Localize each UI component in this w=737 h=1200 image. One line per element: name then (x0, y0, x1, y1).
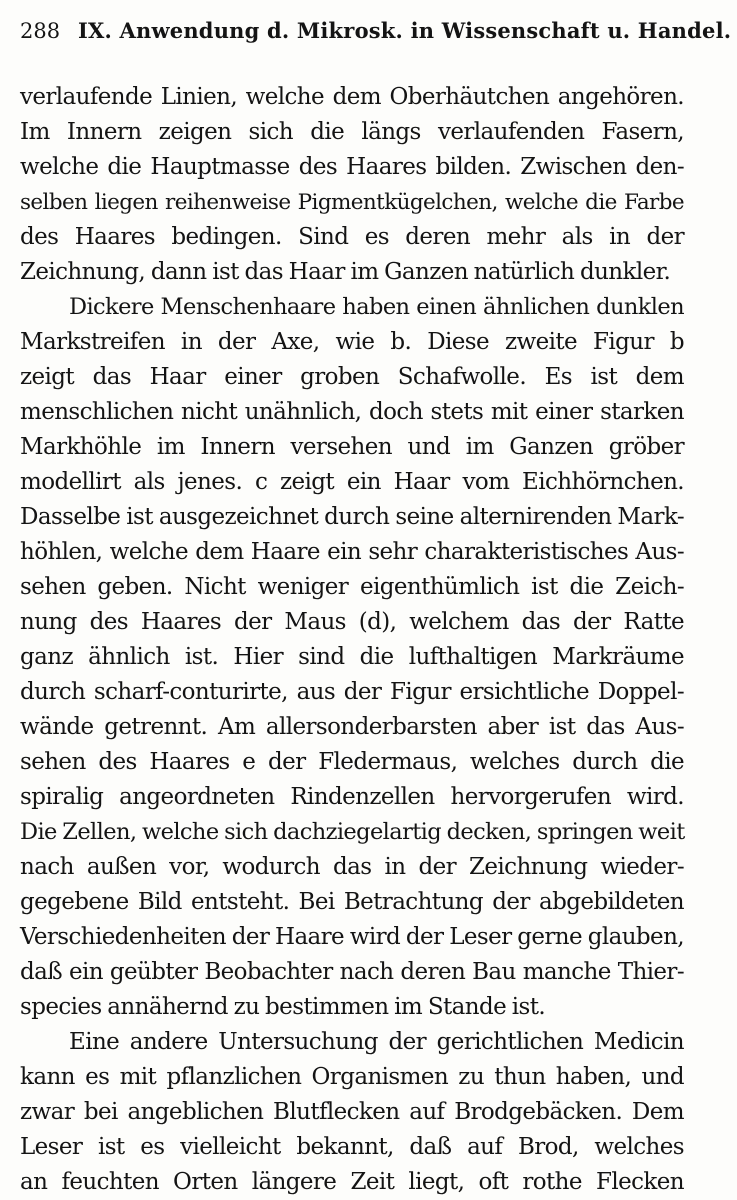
running-title: IX. Anwendung d. Mikrosk. in Wissenschaft u. Handel. (78, 18, 732, 43)
text-line: gegebene Bild entsteht. Bei Betrachtung der abgebildeten (20, 889, 684, 915)
text-line: zeigt das Haar einer groben Schafwolle. Es ist dem (20, 364, 684, 390)
text-line: selben liegen reihenweise Pigmentkügelchen, welche die Farbe (20, 190, 684, 215)
text-line: welche die Hauptmasse des Haares bilden. Zwischen den- (20, 154, 684, 180)
text-line: sehen geben. Nicht weniger eigenthümlich ist die Zeich- (20, 574, 684, 600)
text-line: species annähernd zu bestimmen im Stande ist. (20, 994, 546, 1020)
text-line: Dickere Menschenhaare haben einen ähnlichen dunklen (69, 294, 684, 320)
text-line: des Haares bedingen. Sind es deren mehr als in der (20, 224, 684, 250)
page-number: 288 (20, 19, 61, 43)
text-line: zwar bei angeblichen Blutflecken auf Brodgebäcken. Dem (20, 1099, 684, 1125)
text-line: Verschiedenheiten der Haare wird der Leser gerne glauben, (20, 924, 684, 950)
text-line: verlaufende Linien, welche dem Oberhäutchen angehören. (20, 84, 684, 110)
text-line: Die Zellen, welche sich dachziegelartig decken, springen weit (20, 819, 685, 845)
text-line: Eine andere Untersuchung der gerichtlichen Medicin (69, 1029, 684, 1055)
text-line: nung des Haares der Maus (d), welchem das der Ratte (20, 609, 684, 635)
text-line: höhlen, welche dem Haare ein sehr charakteristisches Aus- (20, 539, 684, 565)
text-line: an feuchten Orten längere Zeit liegt, oft rothe Flecken (20, 1169, 684, 1195)
text-line: wände getrennt. Am allersonderbarsten aber ist das Aus- (20, 714, 684, 740)
text-line: modellirt als jenes. c zeigt ein Haar vom Eichhörnchen. (20, 469, 684, 495)
text-line: nach außen vor, wodurch das in der Zeichnung wieder- (20, 854, 684, 880)
text-line: Im Innern zeigen sich die längs verlaufenden Fasern, (20, 119, 684, 145)
text-line: Zeichnung, dann ist das Haar im Ganzen natürlich dunkler. (20, 259, 671, 285)
text-line: ganz ähnlich ist. Hier sind die lufthaltigen Markräume (20, 644, 684, 670)
text-line: Leser ist es vielleicht bekannt, daß auf Brod, welches (20, 1134, 684, 1160)
running-header (20, 14, 732, 48)
text-line: Markstreifen in der Axe, wie b. Diese zweite Figur b (20, 329, 684, 355)
text-line: Markhöhle im Innern versehen und im Ganzen gröber (20, 434, 684, 460)
text-line: daß ein geübter Beobachter nach deren Bau manche Thier- (20, 959, 684, 985)
text-line: spiralig angeordneten Rindenzellen hervorgerufen wird. (20, 784, 684, 810)
text-line: menschlichen nicht unähnlich, doch stets mit einer starken (20, 399, 684, 425)
text-line: sehen des Haares e der Fledermaus, welches durch die (20, 749, 684, 775)
text-line: Dasselbe ist ausgezeichnet durch seine alternirenden Mark- (20, 504, 684, 530)
text-line: durch scharf-conturirte, aus der Figur ersichtliche Doppel- (20, 679, 684, 705)
text-line: kann es mit pflanzlichen Organismen zu thun haben, und (20, 1064, 684, 1090)
